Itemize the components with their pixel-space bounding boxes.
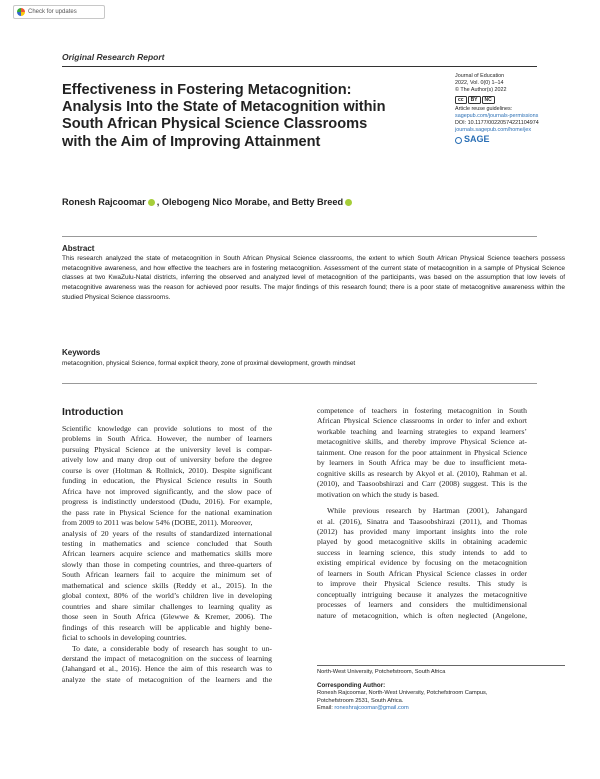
text-line: course is over (Holtman & Rollnick, 2010). Despite significant (62, 465, 272, 475)
text-line: progress is indistinctly understood (Dudu, 2016). For example, (62, 497, 272, 507)
section-divider (62, 383, 537, 384)
journal-info (455, 73, 565, 144)
text-line: (Jahangard et al., 2016). Hence the aim of this research was to (62, 664, 272, 674)
section-divider (62, 236, 537, 237)
text-line: South African learners fail to acquire the minimum set of (62, 570, 272, 580)
text-line: ficial to schools in developing countries. (62, 633, 187, 643)
text-line: workable teaching and learning strategies to expand learners’ (317, 426, 527, 436)
abstract-text: This research analyzed the state of metacognition in South African Physical Science classrooms, the extent to which South African Physical Science teachers possess metacognitive awareness, and how effective the teachers are in fostering metacognition. Assessment of the current state of metacognition in a sample of Physical Science classes at two KwaZulu-Natal districts, inferring the observed and analyzed level of metacognition of the participants, was based on the assumption that low levels of metacognitive awareness was the reason for achieved poor results. The major findings of this research found; there is a poor state of metacognitive awareness within the studied Physical Science classrooms. (62, 255, 565, 301)
text-line: from 2009 to 2011 was below 54% (DOBE, 2011). Moreover, (62, 518, 253, 528)
cc-license-badge[interactable] (455, 96, 565, 104)
email-link[interactable]: roneshrajcoomar@gmail.com (334, 705, 409, 711)
text-line: atively low and many drop out of university before the degree (62, 455, 272, 465)
author-name: Ronesh Rajcoomar (62, 197, 146, 207)
text-line: To date, a considerable body of research has sought to un- (72, 643, 272, 653)
email-row (317, 705, 567, 713)
keywords-heading: Keywords (62, 348, 101, 357)
crossmark-icon (17, 8, 25, 16)
introduction-heading: Introduction (62, 406, 124, 418)
text-line: Scientific knowledge can provide solutions to most of the (62, 424, 272, 433)
sage-logo-icon (455, 137, 462, 144)
check-for-updates-label: Check for updates (28, 9, 77, 15)
report-type: Original Research Report (62, 52, 165, 62)
text-line: played by good metacognitive skills in obtaining academic (317, 537, 527, 547)
text-line: mathematical and science skills (Reddy et al., 2015). In the (62, 580, 272, 590)
body-column-right (317, 406, 527, 621)
cc-nc-icon: NC (482, 96, 495, 104)
journal-volume: 2022, Vol. 0(0) 1–14 (455, 80, 504, 87)
text-line: African Physical Science classrooms in order to infer and exhort (317, 416, 527, 426)
cc-by-icon: BY (468, 96, 481, 104)
text-line: African learners acquire science and mathematics skills more (62, 549, 272, 559)
text-line: to improve their Physical Science results. This study is (317, 579, 527, 589)
text-line: While previous research by Hartman (2001), Jahangard (327, 506, 527, 516)
reuse-label: Article reuse guidelines: (455, 105, 513, 112)
footnote-rule (317, 665, 565, 666)
author-list (62, 197, 354, 207)
text-line: pursuing Physical Science at the university level is compar- (62, 444, 272, 454)
cc-icon: cc (455, 96, 467, 104)
text-line: countries and share similar challenges to learning quality as (62, 601, 272, 611)
header-rule (62, 66, 537, 67)
orcid-icon[interactable] (345, 199, 352, 206)
text-line: analyze the state of metacognition of the learners and the (62, 674, 272, 684)
orcid-icon[interactable] (148, 199, 155, 206)
body-column-left (62, 424, 272, 685)
text-line: competence of teachers in fostering metacognition in South (317, 406, 527, 415)
journal-copyright: © The Author(s) 2022 (455, 87, 507, 94)
title-line: South African Physical Science Classrooms (62, 116, 368, 133)
text-line: derstand the impact of metacognition on the success of learning (62, 653, 272, 663)
text-line: the pass rate in Physical Science for the national examination (62, 507, 272, 517)
publisher-name: SAGE (464, 134, 490, 145)
journal-home-link[interactable]: journals.sagepub.com/home/jex (455, 127, 532, 134)
text-line: (2012) has provided many important insights into the role (317, 526, 527, 536)
text-line: et al. (2016), Sinatra and Taasoobshirazi (2011), and Thomas (317, 516, 527, 526)
corresponding-author-heading: Corresponding Author: (317, 681, 386, 689)
keywords-text: metacognition, physical Science, formal explicit theory, zone of proximal development, growth mindset (62, 360, 356, 367)
article-title (62, 82, 432, 151)
abstract-heading: Abstract (62, 244, 95, 253)
corresponding-author-name: Ronesh Rajcoomar, North-West University, Potchefstroom Campus, (317, 690, 488, 696)
text-line: cognitive skills as research by Akyol et al. (2010), Rahman et al. (317, 468, 527, 478)
text-line: existing empirical evidence by focusing on the metacognition (317, 558, 527, 568)
affiliation-footnote (317, 669, 567, 713)
title-line: Effectiveness in Fostering Metacognition: (62, 82, 352, 98)
text-line: processes of learners and considers the multidimensional (317, 600, 527, 610)
text-line: nature of metacognition, which is often neglected (Angelone, (317, 610, 527, 620)
title-line: with the Aim of Improving Attainment (62, 133, 321, 150)
text-line: those seen in South Africa (Glewwe & Kremer, 2006). The (62, 612, 272, 622)
text-line: success in learning science, this study intends to add to (317, 547, 527, 557)
text-line: motivation on which the study is based. (317, 489, 439, 499)
text-line: of learners in South African Physical Science classes in order (317, 568, 527, 578)
author-names-rest: , Olebogeng Nico Morabe, and Betty Breed (156, 197, 344, 207)
doi[interactable]: DOI: 10.1177/00220574221104974 (455, 120, 539, 127)
text-line: conceptually intriguing because it analyzes the metacognitive (317, 589, 527, 599)
text-line: Africa have not improved significantly, and the slow pace of (62, 486, 272, 496)
journal-name: Journal of Education (455, 73, 505, 79)
text-line: analysis of 20 years of the results of standardized international (62, 528, 272, 538)
title-line: Analysis Into the State of Metacognition within (62, 99, 386, 116)
publisher-logo[interactable] (455, 136, 565, 143)
text-line: funding in education, the Physical Science results in South (62, 476, 272, 486)
text-line: slowly than those in competing countries, and three-quarters of (62, 559, 272, 569)
text-line: global context, 80% of the world’s children live in developing (62, 591, 272, 601)
check-for-updates-badge[interactable] (13, 5, 105, 19)
text-line: testing in mathematics and science concluded that South (62, 538, 272, 548)
corresponding-author-address: Potchefstroom 2531, South Africa. (317, 697, 404, 704)
text-line: findings of this research will be applicable and highly bene- (62, 622, 272, 632)
text-line: by learners in South Africa may be due to insufficient meta- (317, 458, 527, 468)
text-line: (2010), and Taasoobshirazi and Carr (2008) suggest. This is the (317, 479, 527, 489)
reuse-link[interactable]: sagepub.com/journals-permissions (455, 112, 539, 119)
text-line: tainment. One reason for the poor attainment in Physical Science (317, 447, 527, 457)
text-line: metacognitive skills, and thereby improve Physical Science at- (317, 437, 527, 447)
institution: North-West University, Potchefstroom, South Africa (317, 669, 446, 675)
text-line: problems in South Africa. However, the number of learners (62, 434, 272, 444)
email-label: Email: (317, 705, 333, 711)
